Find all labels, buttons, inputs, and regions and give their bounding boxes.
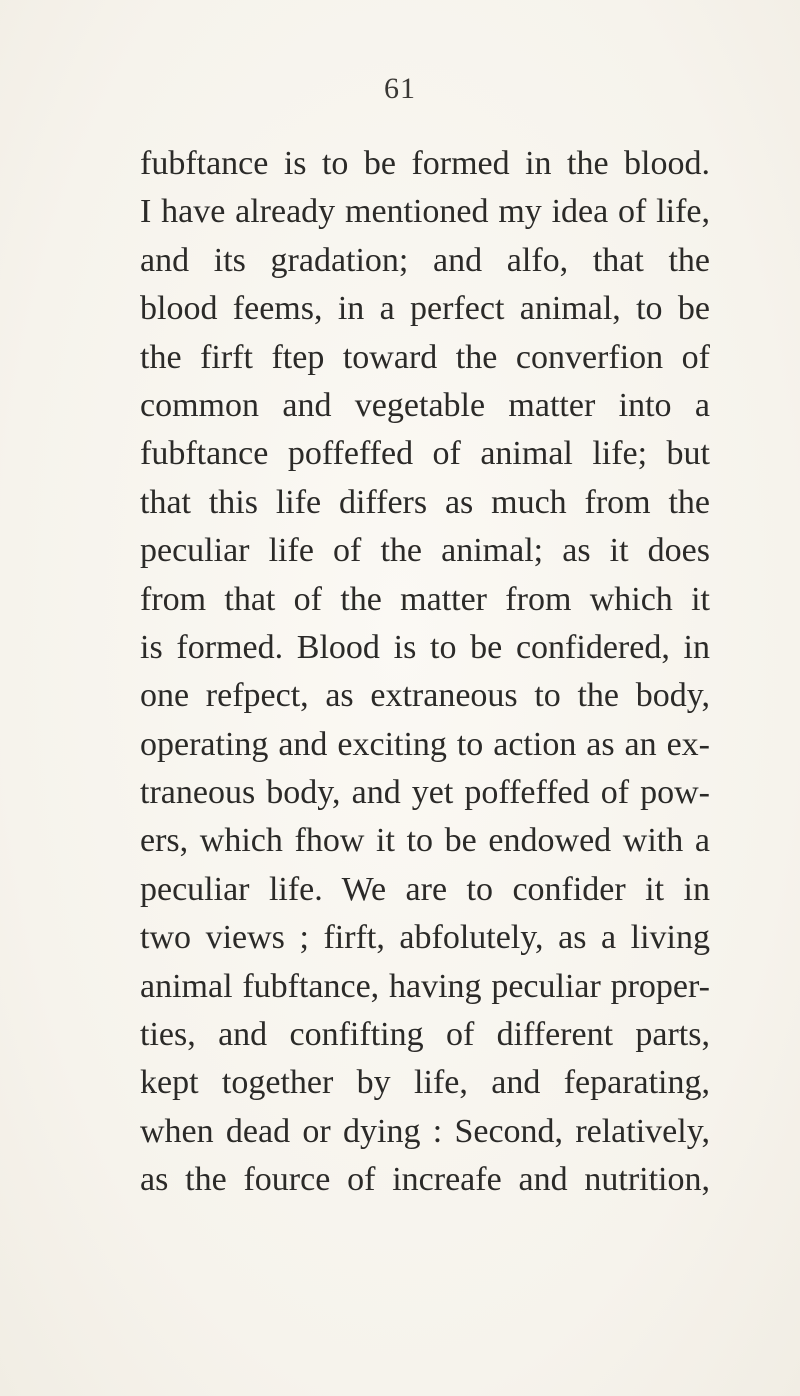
text-line-20: kept together by life, and feparating, [140, 1064, 710, 1102]
text-line-6: common and vegetable matter into a [140, 386, 710, 424]
text-line-3: and its gradation; and alfo, that the [140, 241, 710, 279]
body-text [140, 140, 710, 1205]
text-line-5: the firft ftep toward the converfion of [140, 338, 710, 376]
text-line-16: peculiar life. We are to confider it in [140, 870, 710, 908]
page-number: 61 [384, 72, 416, 105]
text-line-11: is formed. Blood is to be confidered, in [140, 628, 710, 666]
text-line-1: fubftance is to be formed in the blood. [140, 145, 710, 182]
text-line-10: from that of the matter from which it [140, 580, 710, 618]
text-line-17: two views ; firft, abfolutely, as a living [140, 919, 710, 957]
text-line-12: one refpect, as extraneous to the body, [140, 677, 710, 715]
text-line-14: traneous body, and yet poffeffed of pow- [140, 774, 710, 812]
text-line-13: operating and exciting to action as an ex- [140, 725, 710, 763]
text-line-9: peculiar life of the animal; as it does [140, 532, 710, 570]
text-line-19: ties, and confifting of different parts, [140, 1016, 710, 1054]
text-line-15: ers, which fhow it to be endowed with a [140, 822, 710, 860]
text-line-7: fubftance poffeffed of animal life; but [140, 435, 710, 473]
text-line-18: animal fubftance, having peculiar proper- [140, 967, 710, 1005]
text-line-2: I have already mentioned my idea of life, [140, 193, 710, 231]
text-line-21: when dead or dying : Second, relatively, [140, 1112, 710, 1150]
text-line-4: blood feems, in a perfect animal, to be [140, 290, 710, 328]
text-line-22: as the fource of increafe and nutrition, [140, 1161, 710, 1199]
text-line-8: that this life differs as much from the [140, 483, 710, 521]
